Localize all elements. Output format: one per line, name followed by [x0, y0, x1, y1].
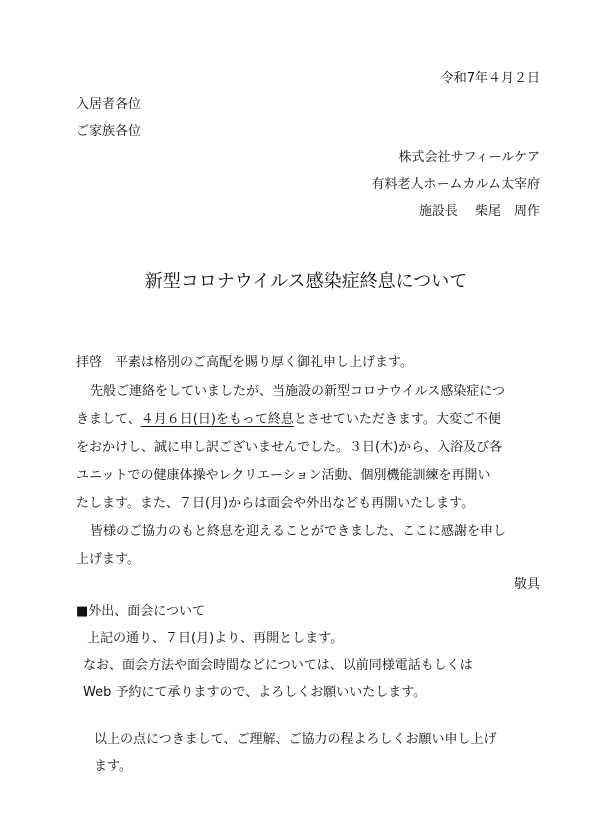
closing-keigu: 敬具 [513, 577, 540, 592]
paragraph-2-line-1: 皆様のご協力のもと終息を迎えることができました、ここに感謝を申し [90, 524, 507, 539]
paragraph-1-line-3: をおかけし、誠に申し訳ございませんでした。３日(木)から、入浴及び各 [76, 440, 503, 455]
sender-director: 施設長 柴尾 周作 [418, 204, 540, 219]
paragraph-1-line-1: 先般ご連絡をしていましたが、当施設の新型コロナウイルス感染症につ [90, 384, 505, 399]
section-heading: ■外出、面会について [76, 604, 206, 619]
footer-line-2: ます。 [94, 759, 132, 774]
p1-l2-pre: きまして、 [76, 412, 141, 427]
sender-facility: 有料老人ホームカルム太宰府 [371, 177, 540, 192]
recipient-families: ご家族各位 [76, 124, 142, 139]
section-line-3: Web 予約にて承りますので、よろしくお願いいたします。 [83, 685, 427, 700]
greeting: 拝啓 平素は格別のご高配を賜り厚く御礼申し上げます。 [76, 355, 413, 370]
footer-line-1: 以上の点につきまして、ご理解、ご協力の程よろしくお願い申し上げ [94, 732, 497, 747]
paragraph-2-line-2: 上げます。 [76, 552, 140, 567]
paragraph-1-line-2 [76, 409, 501, 431]
paragraph-1-line-4: ユニットでの健康体操やレクリエーション活動、個別機能訓練を再開い [76, 468, 491, 483]
paragraph-1-line-5: たします。また、７日(月)からは面会や外出なども再開いたします。 [76, 496, 475, 511]
section-line-2: なお、面会方法や面会時間などについては、以前同様電話もしくは [83, 658, 473, 673]
end-date-underlined: ４月６日(日)をもって終息 [140, 412, 294, 427]
recipient-residents: 入居者各位 [76, 97, 142, 112]
p1-l2-post: とさせていただきます。大変ご不便 [293, 412, 501, 427]
letter-date: 令和7年４月２日 [440, 71, 540, 86]
document-title: 新型コロナウイルス感染症終息について [144, 271, 468, 292]
section-line-1: 上記の通り、７日(月)より、再開とします。 [87, 631, 344, 646]
sender-company: 株式会社サフィールケア [398, 150, 540, 165]
